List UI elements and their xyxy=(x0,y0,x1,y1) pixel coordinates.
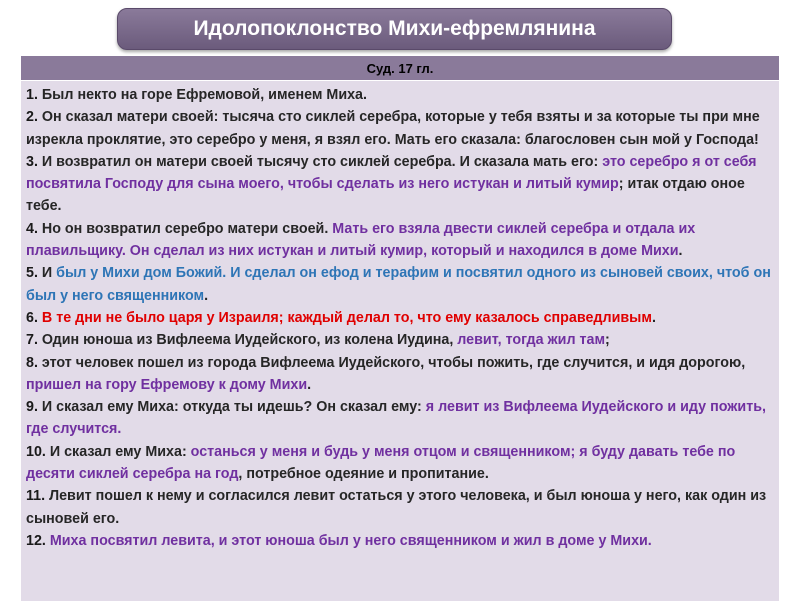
verse-9 xyxy=(26,396,775,441)
verse-text: Он сказал матери своей: тысяча сто сиклей серебра, которые у тебя взяты и за которые ты при мне изрекла проклятие, это серебро у меня, я взял его. Мать его сказала: благословен сын мой у Господа! xyxy=(26,109,760,148)
verse-text: В те дни не было царя у Израиля; каждый делал то, что ему казалось справедливым xyxy=(41,309,652,326)
table-header: Суд. 17 гл. xyxy=(21,56,779,81)
verse-text: это серебро я от себя посвятила Господу для сына моего, чтобы сделать из него истукан и литый кумир xyxy=(26,153,757,193)
verse-text: Но он возвратил серебро матери своей. xyxy=(41,220,333,237)
verse-number: 12. xyxy=(26,532,50,549)
verse-text: ; xyxy=(605,332,610,349)
verse-number: 1. xyxy=(26,87,42,103)
verse-3 xyxy=(26,151,775,218)
scripture-table xyxy=(20,55,780,602)
verse-text: И xyxy=(41,265,57,282)
verse-7 xyxy=(26,329,775,351)
verse-text: останься у меня и будь у меня отцом и священником; я буду давать тебе по десяти сиклей серебра на год xyxy=(26,443,736,483)
verse-number: 10. xyxy=(26,443,50,460)
verse-text: Левит пошел к нему и согласился левит остаться у этого человека, и был юноша у него, как один из сыновей его. xyxy=(26,488,767,527)
verse-text: левит, тогда жил там xyxy=(457,332,606,349)
slide-title: Идолопоклонство Михи-ефремлянина xyxy=(117,8,672,50)
verse-number: 8. xyxy=(26,354,42,371)
verse-number: 3. xyxy=(26,153,42,170)
verse-10 xyxy=(26,441,775,486)
verse-number: 5. xyxy=(26,265,42,282)
verse-number: 4. xyxy=(26,220,42,237)
verse-text: я левит из Вифлеема Иудейского и иду пожить, где случится. xyxy=(26,399,766,438)
verse-text: Миха посвятил левита, и этот юноша был у него священником и жил в доме у Михи. xyxy=(49,532,652,549)
verse-8 xyxy=(26,352,775,397)
verse-text: Мать его взяла двести сиклей серебра и отдала их плавильщику. Он сделал из них истукан и литый кумир, который и находился в доме Михи xyxy=(26,220,696,260)
verse-number: 6. xyxy=(26,309,42,326)
verse-text: . xyxy=(678,243,683,260)
verse-list xyxy=(21,81,779,552)
verse-6 xyxy=(26,307,775,329)
verse-text: . xyxy=(307,376,312,393)
verse-2 xyxy=(26,106,775,151)
verse-text: ; итак отдаю оное тебе. xyxy=(26,176,745,215)
verse-4 xyxy=(26,218,775,263)
verse-number: 11. xyxy=(26,488,50,505)
verse-1 xyxy=(26,84,775,106)
verse-text: , потребное одеяние и пропитание. xyxy=(238,466,489,483)
verse-12 xyxy=(26,530,775,552)
verse-number: 2. xyxy=(26,109,42,126)
verse-text: И возвратил он матери своей тысячу сто сиклей серебра. И сказала мать его: xyxy=(41,153,603,170)
verse-text: . xyxy=(204,287,209,304)
verse-text: пришел на гору Ефремову к дому Михи xyxy=(26,376,308,393)
verse-11 xyxy=(26,485,775,530)
verse-number: 7. xyxy=(26,332,42,349)
verse-5 xyxy=(26,262,775,307)
verse-text: был у Михи дом Божий. И сделал он ефод и терафим и посвятил одного из сыновей своих, чтоб он был у него священником xyxy=(26,265,771,304)
verse-text: И сказал ему Миха: откуда ты идешь? Он сказал ему: xyxy=(41,399,426,416)
verse-text: . xyxy=(651,309,656,326)
verse-text: этот человек пошел из города Вифлеема Иудейского, чтобы пожить, где случится, и идя дорогою, xyxy=(41,354,746,371)
verse-text: Один юноша из Вифлеема Иудейского, из колена Иудина, xyxy=(41,332,458,349)
verse-number: 9. xyxy=(26,399,42,416)
verse-text: И сказал ему Миха: xyxy=(49,443,191,460)
verse-text: Был некто на горе Ефремовой, именем Миха. xyxy=(41,87,367,103)
